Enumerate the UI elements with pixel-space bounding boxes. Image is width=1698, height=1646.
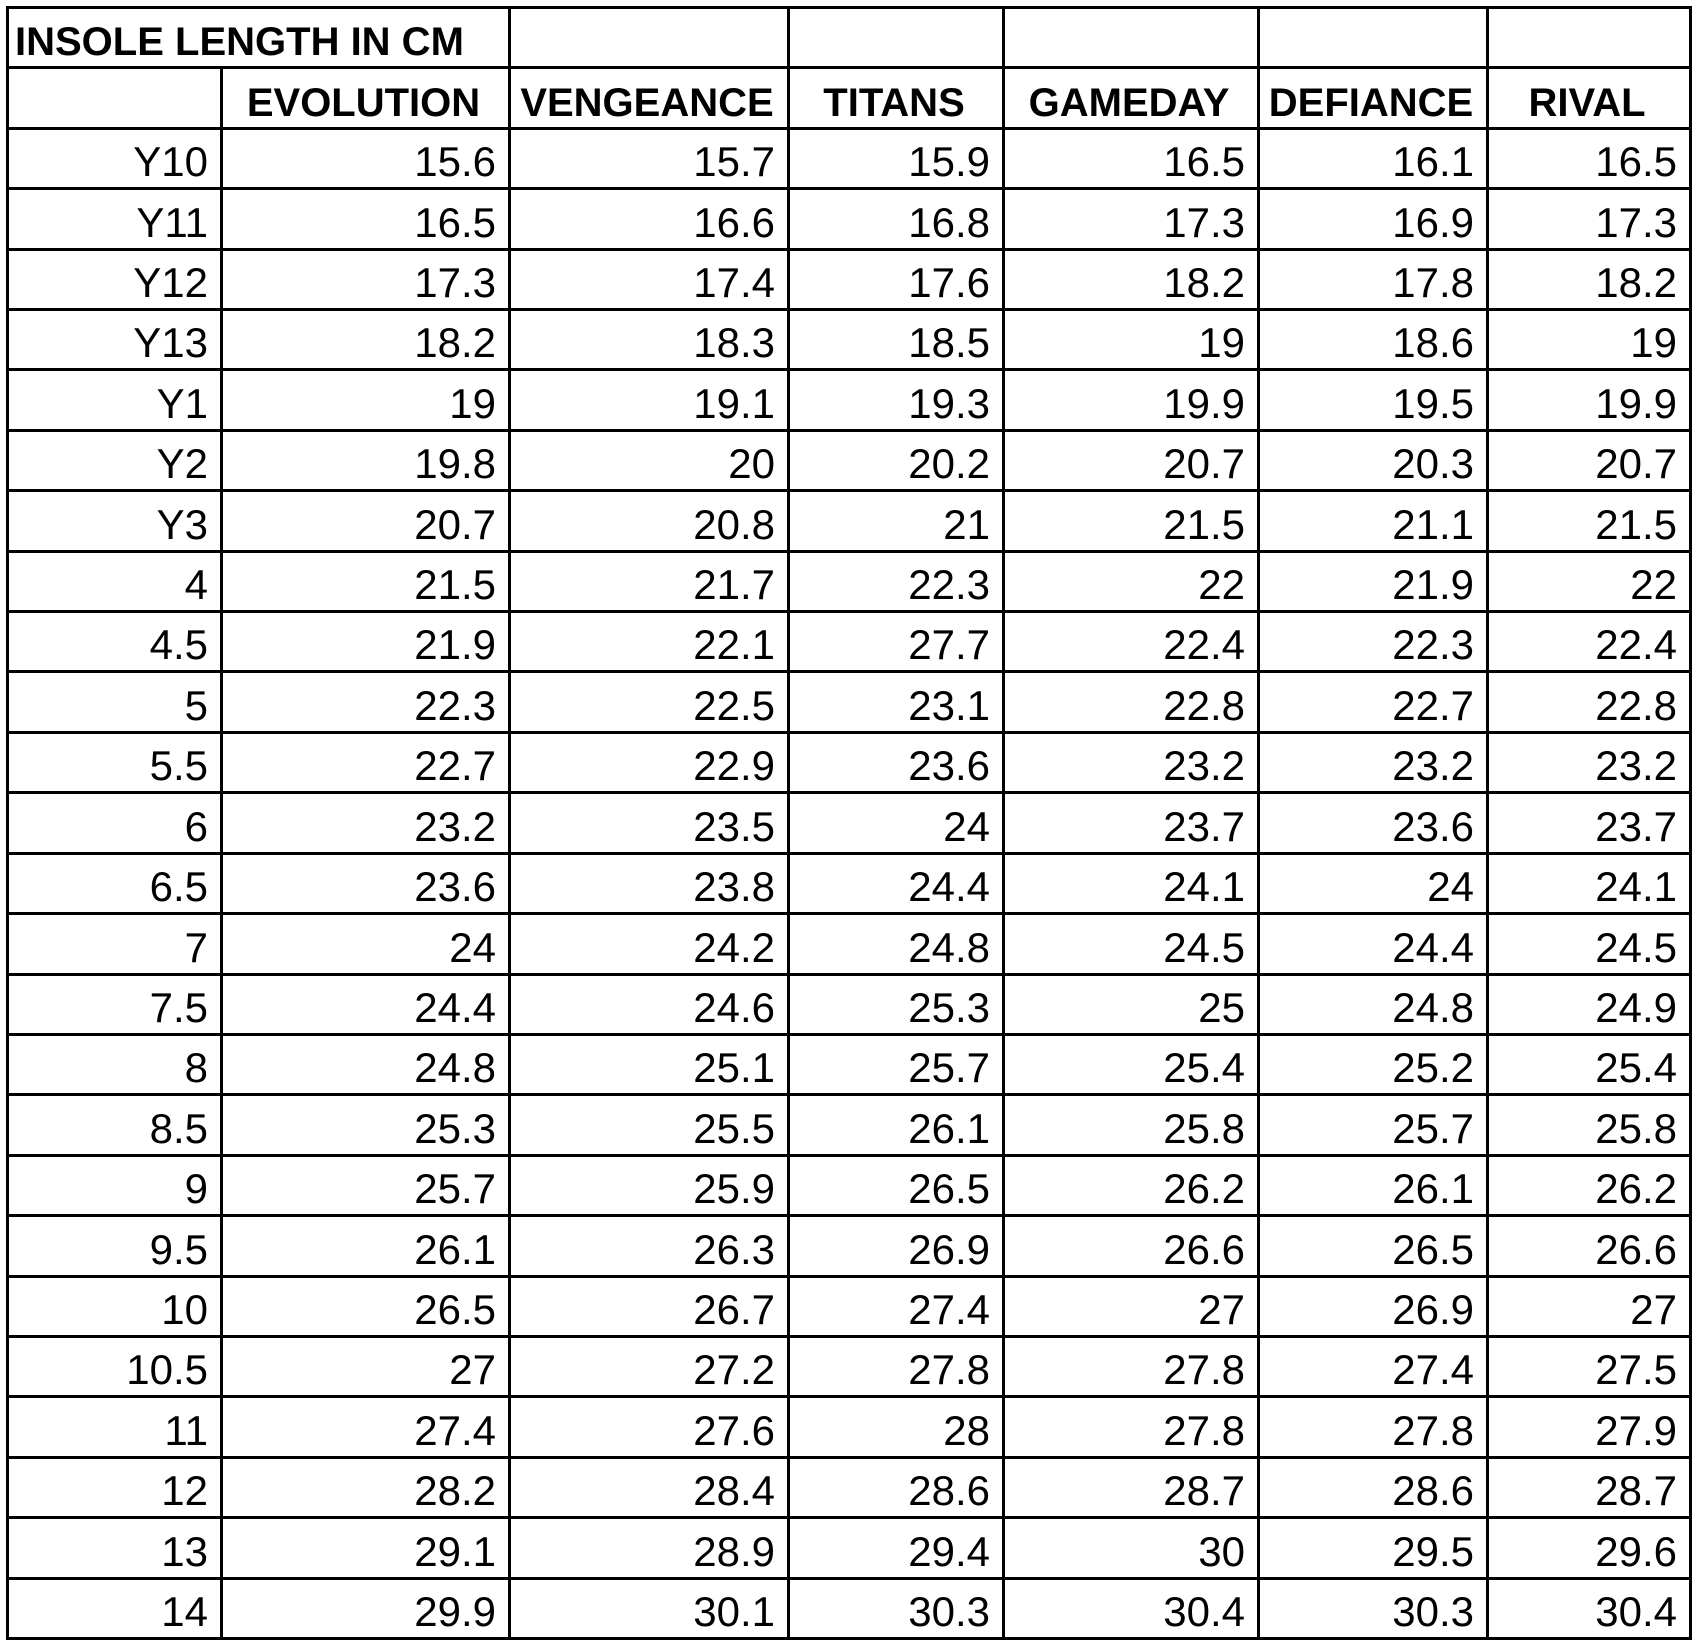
value-cell: 21.5 xyxy=(1004,491,1259,551)
size-cell: 4 xyxy=(8,551,222,611)
value-cell: 24.9 xyxy=(1488,974,1691,1034)
value-cell: 25.5 xyxy=(510,1095,789,1155)
empty-cell xyxy=(1488,8,1691,68)
table-row xyxy=(8,430,1691,490)
value-cell: 23.2 xyxy=(1259,732,1488,792)
value-cell: 19.3 xyxy=(789,370,1004,430)
table-row xyxy=(8,551,1691,611)
header-row xyxy=(8,68,1691,128)
value-cell: 29.6 xyxy=(1488,1518,1691,1578)
table-row xyxy=(8,370,1691,430)
value-cell: 26.2 xyxy=(1488,1155,1691,1215)
value-cell: 24.4 xyxy=(1259,914,1488,974)
value-cell: 19.8 xyxy=(222,430,510,490)
value-cell: 24.8 xyxy=(1259,974,1488,1034)
insole-length-table xyxy=(6,6,1692,1640)
size-cell: 4.5 xyxy=(8,612,222,672)
value-cell: 26.5 xyxy=(1259,1216,1488,1276)
value-cell: 21.9 xyxy=(1259,551,1488,611)
value-cell: 17.4 xyxy=(510,249,789,309)
size-cell: 7.5 xyxy=(8,974,222,1034)
value-cell: 22.8 xyxy=(1004,672,1259,732)
value-cell: 19.5 xyxy=(1259,370,1488,430)
table-row xyxy=(8,612,1691,672)
column-header-gameday: GAMEDAY xyxy=(1004,68,1259,128)
table-row xyxy=(8,249,1691,309)
value-cell: 20 xyxy=(510,430,789,490)
value-cell: 23.2 xyxy=(222,793,510,853)
value-cell: 19 xyxy=(1004,310,1259,370)
size-cell: 9 xyxy=(8,1155,222,1215)
table-row xyxy=(8,1155,1691,1215)
value-cell: 19.1 xyxy=(510,370,789,430)
value-cell: 25.3 xyxy=(789,974,1004,1034)
value-cell: 25.8 xyxy=(1004,1095,1259,1155)
value-cell: 20.8 xyxy=(510,491,789,551)
value-cell: 25.7 xyxy=(1259,1095,1488,1155)
value-cell: 26.1 xyxy=(222,1216,510,1276)
size-cell: 14 xyxy=(8,1578,222,1638)
value-cell: 30.1 xyxy=(510,1578,789,1638)
column-header-rival: RIVAL xyxy=(1488,68,1691,128)
value-cell: 27.6 xyxy=(510,1397,789,1457)
value-cell: 23.2 xyxy=(1488,732,1691,792)
value-cell: 20.7 xyxy=(1488,430,1691,490)
value-cell: 20.2 xyxy=(789,430,1004,490)
value-cell: 25.7 xyxy=(789,1034,1004,1094)
value-cell: 22 xyxy=(1004,551,1259,611)
value-cell: 23.6 xyxy=(1259,793,1488,853)
value-cell: 24.6 xyxy=(510,974,789,1034)
table-row xyxy=(8,310,1691,370)
value-cell: 23.2 xyxy=(1004,732,1259,792)
size-cell: 8 xyxy=(8,1034,222,1094)
value-cell: 25.7 xyxy=(222,1155,510,1215)
value-cell: 17.3 xyxy=(1004,189,1259,249)
value-cell: 30.3 xyxy=(1259,1578,1488,1638)
size-cell: 10 xyxy=(8,1276,222,1336)
value-cell: 29.9 xyxy=(222,1578,510,1638)
value-cell: 24.2 xyxy=(510,914,789,974)
value-cell: 22 xyxy=(1488,551,1691,611)
value-cell: 19.9 xyxy=(1488,370,1691,430)
table-row xyxy=(8,1336,1691,1396)
column-header-titans: TITANS xyxy=(789,68,1004,128)
value-cell: 24.1 xyxy=(1004,853,1259,913)
value-cell: 26.1 xyxy=(789,1095,1004,1155)
value-cell: 25.4 xyxy=(1004,1034,1259,1094)
value-cell: 27.8 xyxy=(1004,1397,1259,1457)
value-cell: 30.3 xyxy=(789,1578,1004,1638)
value-cell: 21.9 xyxy=(222,612,510,672)
value-cell: 25.2 xyxy=(1259,1034,1488,1094)
value-cell: 30.4 xyxy=(1488,1578,1691,1638)
table-row xyxy=(8,732,1691,792)
value-cell: 19 xyxy=(1488,310,1691,370)
value-cell: 21.1 xyxy=(1259,491,1488,551)
value-cell: 27.8 xyxy=(1004,1336,1259,1396)
value-cell: 27.9 xyxy=(1488,1397,1691,1457)
value-cell: 28.9 xyxy=(510,1518,789,1578)
value-cell: 27.4 xyxy=(222,1397,510,1457)
size-cell: Y13 xyxy=(8,310,222,370)
table-row xyxy=(8,1216,1691,1276)
value-cell: 17.3 xyxy=(1488,189,1691,249)
value-cell: 24.1 xyxy=(1488,853,1691,913)
size-cell: 11 xyxy=(8,1397,222,1457)
value-cell: 27 xyxy=(222,1336,510,1396)
value-cell: 16.9 xyxy=(1259,189,1488,249)
value-cell: 16.8 xyxy=(789,189,1004,249)
value-cell: 29.1 xyxy=(222,1518,510,1578)
size-cell: Y12 xyxy=(8,249,222,309)
value-cell: 22.1 xyxy=(510,612,789,672)
value-cell: 24.4 xyxy=(789,853,1004,913)
value-cell: 29.5 xyxy=(1259,1518,1488,1578)
value-cell: 18.2 xyxy=(1488,249,1691,309)
size-cell: 12 xyxy=(8,1457,222,1517)
value-cell: 26.1 xyxy=(1259,1155,1488,1215)
value-cell: 18.3 xyxy=(510,310,789,370)
value-cell: 22.4 xyxy=(1488,612,1691,672)
value-cell: 23.8 xyxy=(510,853,789,913)
value-cell: 23.7 xyxy=(1488,793,1691,853)
value-cell: 22.7 xyxy=(222,732,510,792)
value-cell: 27.8 xyxy=(789,1336,1004,1396)
value-cell: 22.9 xyxy=(510,732,789,792)
value-cell: 22.3 xyxy=(222,672,510,732)
value-cell: 26.5 xyxy=(222,1276,510,1336)
value-cell: 25.1 xyxy=(510,1034,789,1094)
table-row xyxy=(8,853,1691,913)
value-cell: 26.7 xyxy=(510,1276,789,1336)
value-cell: 25.3 xyxy=(222,1095,510,1155)
value-cell: 25.9 xyxy=(510,1155,789,1215)
value-cell: 22.7 xyxy=(1259,672,1488,732)
value-cell: 20.7 xyxy=(222,491,510,551)
value-cell: 26.6 xyxy=(1488,1216,1691,1276)
value-cell: 16.5 xyxy=(1004,128,1259,188)
size-cell: Y2 xyxy=(8,430,222,490)
empty-cell xyxy=(789,8,1004,68)
size-cell: 5.5 xyxy=(8,732,222,792)
value-cell: 19.9 xyxy=(1004,370,1259,430)
column-header-defiance: DEFIANCE xyxy=(1259,68,1488,128)
empty-cell xyxy=(1004,8,1259,68)
value-cell: 24 xyxy=(222,914,510,974)
value-cell: 27.5 xyxy=(1488,1336,1691,1396)
value-cell: 26.3 xyxy=(510,1216,789,1276)
value-cell: 30 xyxy=(1004,1518,1259,1578)
value-cell: 24.5 xyxy=(1004,914,1259,974)
value-cell: 23.5 xyxy=(510,793,789,853)
table-row xyxy=(8,1518,1691,1578)
value-cell: 18.6 xyxy=(1259,310,1488,370)
value-cell: 24.8 xyxy=(222,1034,510,1094)
value-cell: 24 xyxy=(789,793,1004,853)
size-cell: 9.5 xyxy=(8,1216,222,1276)
value-cell: 26.9 xyxy=(1259,1276,1488,1336)
value-cell: 28.7 xyxy=(1488,1457,1691,1517)
value-cell: 20.7 xyxy=(1004,430,1259,490)
table-row xyxy=(8,1276,1691,1336)
value-cell: 17.8 xyxy=(1259,249,1488,309)
value-cell: 21.5 xyxy=(222,551,510,611)
size-cell: Y10 xyxy=(8,128,222,188)
table-row xyxy=(8,974,1691,1034)
size-cell: 7 xyxy=(8,914,222,974)
value-cell: 15.6 xyxy=(222,128,510,188)
value-cell: 27.4 xyxy=(1259,1336,1488,1396)
value-cell: 24.5 xyxy=(1488,914,1691,974)
empty-cell xyxy=(510,8,789,68)
value-cell: 24.4 xyxy=(222,974,510,1034)
table-row xyxy=(8,1397,1691,1457)
value-cell: 25.4 xyxy=(1488,1034,1691,1094)
value-cell: 27.7 xyxy=(789,612,1004,672)
value-cell: 15.9 xyxy=(789,128,1004,188)
value-cell: 22.4 xyxy=(1004,612,1259,672)
value-cell: 27 xyxy=(1488,1276,1691,1336)
value-cell: 27.4 xyxy=(789,1276,1004,1336)
value-cell: 26.2 xyxy=(1004,1155,1259,1215)
table-row xyxy=(8,1095,1691,1155)
value-cell: 28.2 xyxy=(222,1457,510,1517)
value-cell: 16.5 xyxy=(222,189,510,249)
value-cell: 24 xyxy=(1259,853,1488,913)
value-cell: 19 xyxy=(222,370,510,430)
table-row xyxy=(8,189,1691,249)
value-cell: 23.6 xyxy=(222,853,510,913)
size-cell: 10.5 xyxy=(8,1336,222,1396)
value-cell: 23.7 xyxy=(1004,793,1259,853)
table-title: INSOLE LENGTH IN CM xyxy=(8,8,510,68)
value-cell: 22.3 xyxy=(1259,612,1488,672)
value-cell: 27.8 xyxy=(1259,1397,1488,1457)
value-cell: 15.7 xyxy=(510,128,789,188)
value-cell: 21.7 xyxy=(510,551,789,611)
size-cell: 13 xyxy=(8,1518,222,1578)
value-cell: 16.5 xyxy=(1488,128,1691,188)
value-cell: 18.5 xyxy=(789,310,1004,370)
value-cell: 23.6 xyxy=(789,732,1004,792)
size-cell: 5 xyxy=(8,672,222,732)
size-cell: Y11 xyxy=(8,189,222,249)
empty-cell xyxy=(1259,8,1488,68)
value-cell: 30.4 xyxy=(1004,1578,1259,1638)
value-cell: 28 xyxy=(789,1397,1004,1457)
value-cell: 28.4 xyxy=(510,1457,789,1517)
value-cell: 18.2 xyxy=(222,310,510,370)
value-cell: 20.3 xyxy=(1259,430,1488,490)
value-cell: 28.7 xyxy=(1004,1457,1259,1517)
value-cell: 17.6 xyxy=(789,249,1004,309)
table-row xyxy=(8,1457,1691,1517)
size-cell: 6.5 xyxy=(8,853,222,913)
value-cell: 28.6 xyxy=(1259,1457,1488,1517)
value-cell: 22.8 xyxy=(1488,672,1691,732)
table-row xyxy=(8,1034,1691,1094)
value-cell: 25 xyxy=(1004,974,1259,1034)
value-cell: 28.6 xyxy=(789,1457,1004,1517)
value-cell: 21 xyxy=(789,491,1004,551)
column-header-evolution: EVOLUTION xyxy=(222,68,510,128)
value-cell: 26.6 xyxy=(1004,1216,1259,1276)
table-row xyxy=(8,1578,1691,1638)
table-row xyxy=(8,491,1691,551)
size-cell: 8.5 xyxy=(8,1095,222,1155)
value-cell: 21.5 xyxy=(1488,491,1691,551)
value-cell: 23.1 xyxy=(789,672,1004,732)
size-cell: 6 xyxy=(8,793,222,853)
table-row xyxy=(8,793,1691,853)
table-row xyxy=(8,128,1691,188)
value-cell: 29.4 xyxy=(789,1518,1004,1578)
table-body xyxy=(8,8,1691,1639)
size-cell: Y3 xyxy=(8,491,222,551)
value-cell: 22.5 xyxy=(510,672,789,732)
value-cell: 18.2 xyxy=(1004,249,1259,309)
header-empty-cell xyxy=(8,68,222,128)
value-cell: 24.8 xyxy=(789,914,1004,974)
column-header-vengeance: VENGEANCE xyxy=(510,68,789,128)
title-row xyxy=(8,8,1691,68)
value-cell: 27 xyxy=(1004,1276,1259,1336)
table-row xyxy=(8,914,1691,974)
value-cell: 16.6 xyxy=(510,189,789,249)
value-cell: 22.3 xyxy=(789,551,1004,611)
value-cell: 17.3 xyxy=(222,249,510,309)
value-cell: 27.2 xyxy=(510,1336,789,1396)
size-cell: Y1 xyxy=(8,370,222,430)
table-row xyxy=(8,672,1691,732)
value-cell: 26.9 xyxy=(789,1216,1004,1276)
value-cell: 16.1 xyxy=(1259,128,1488,188)
value-cell: 25.8 xyxy=(1488,1095,1691,1155)
value-cell: 26.5 xyxy=(789,1155,1004,1215)
